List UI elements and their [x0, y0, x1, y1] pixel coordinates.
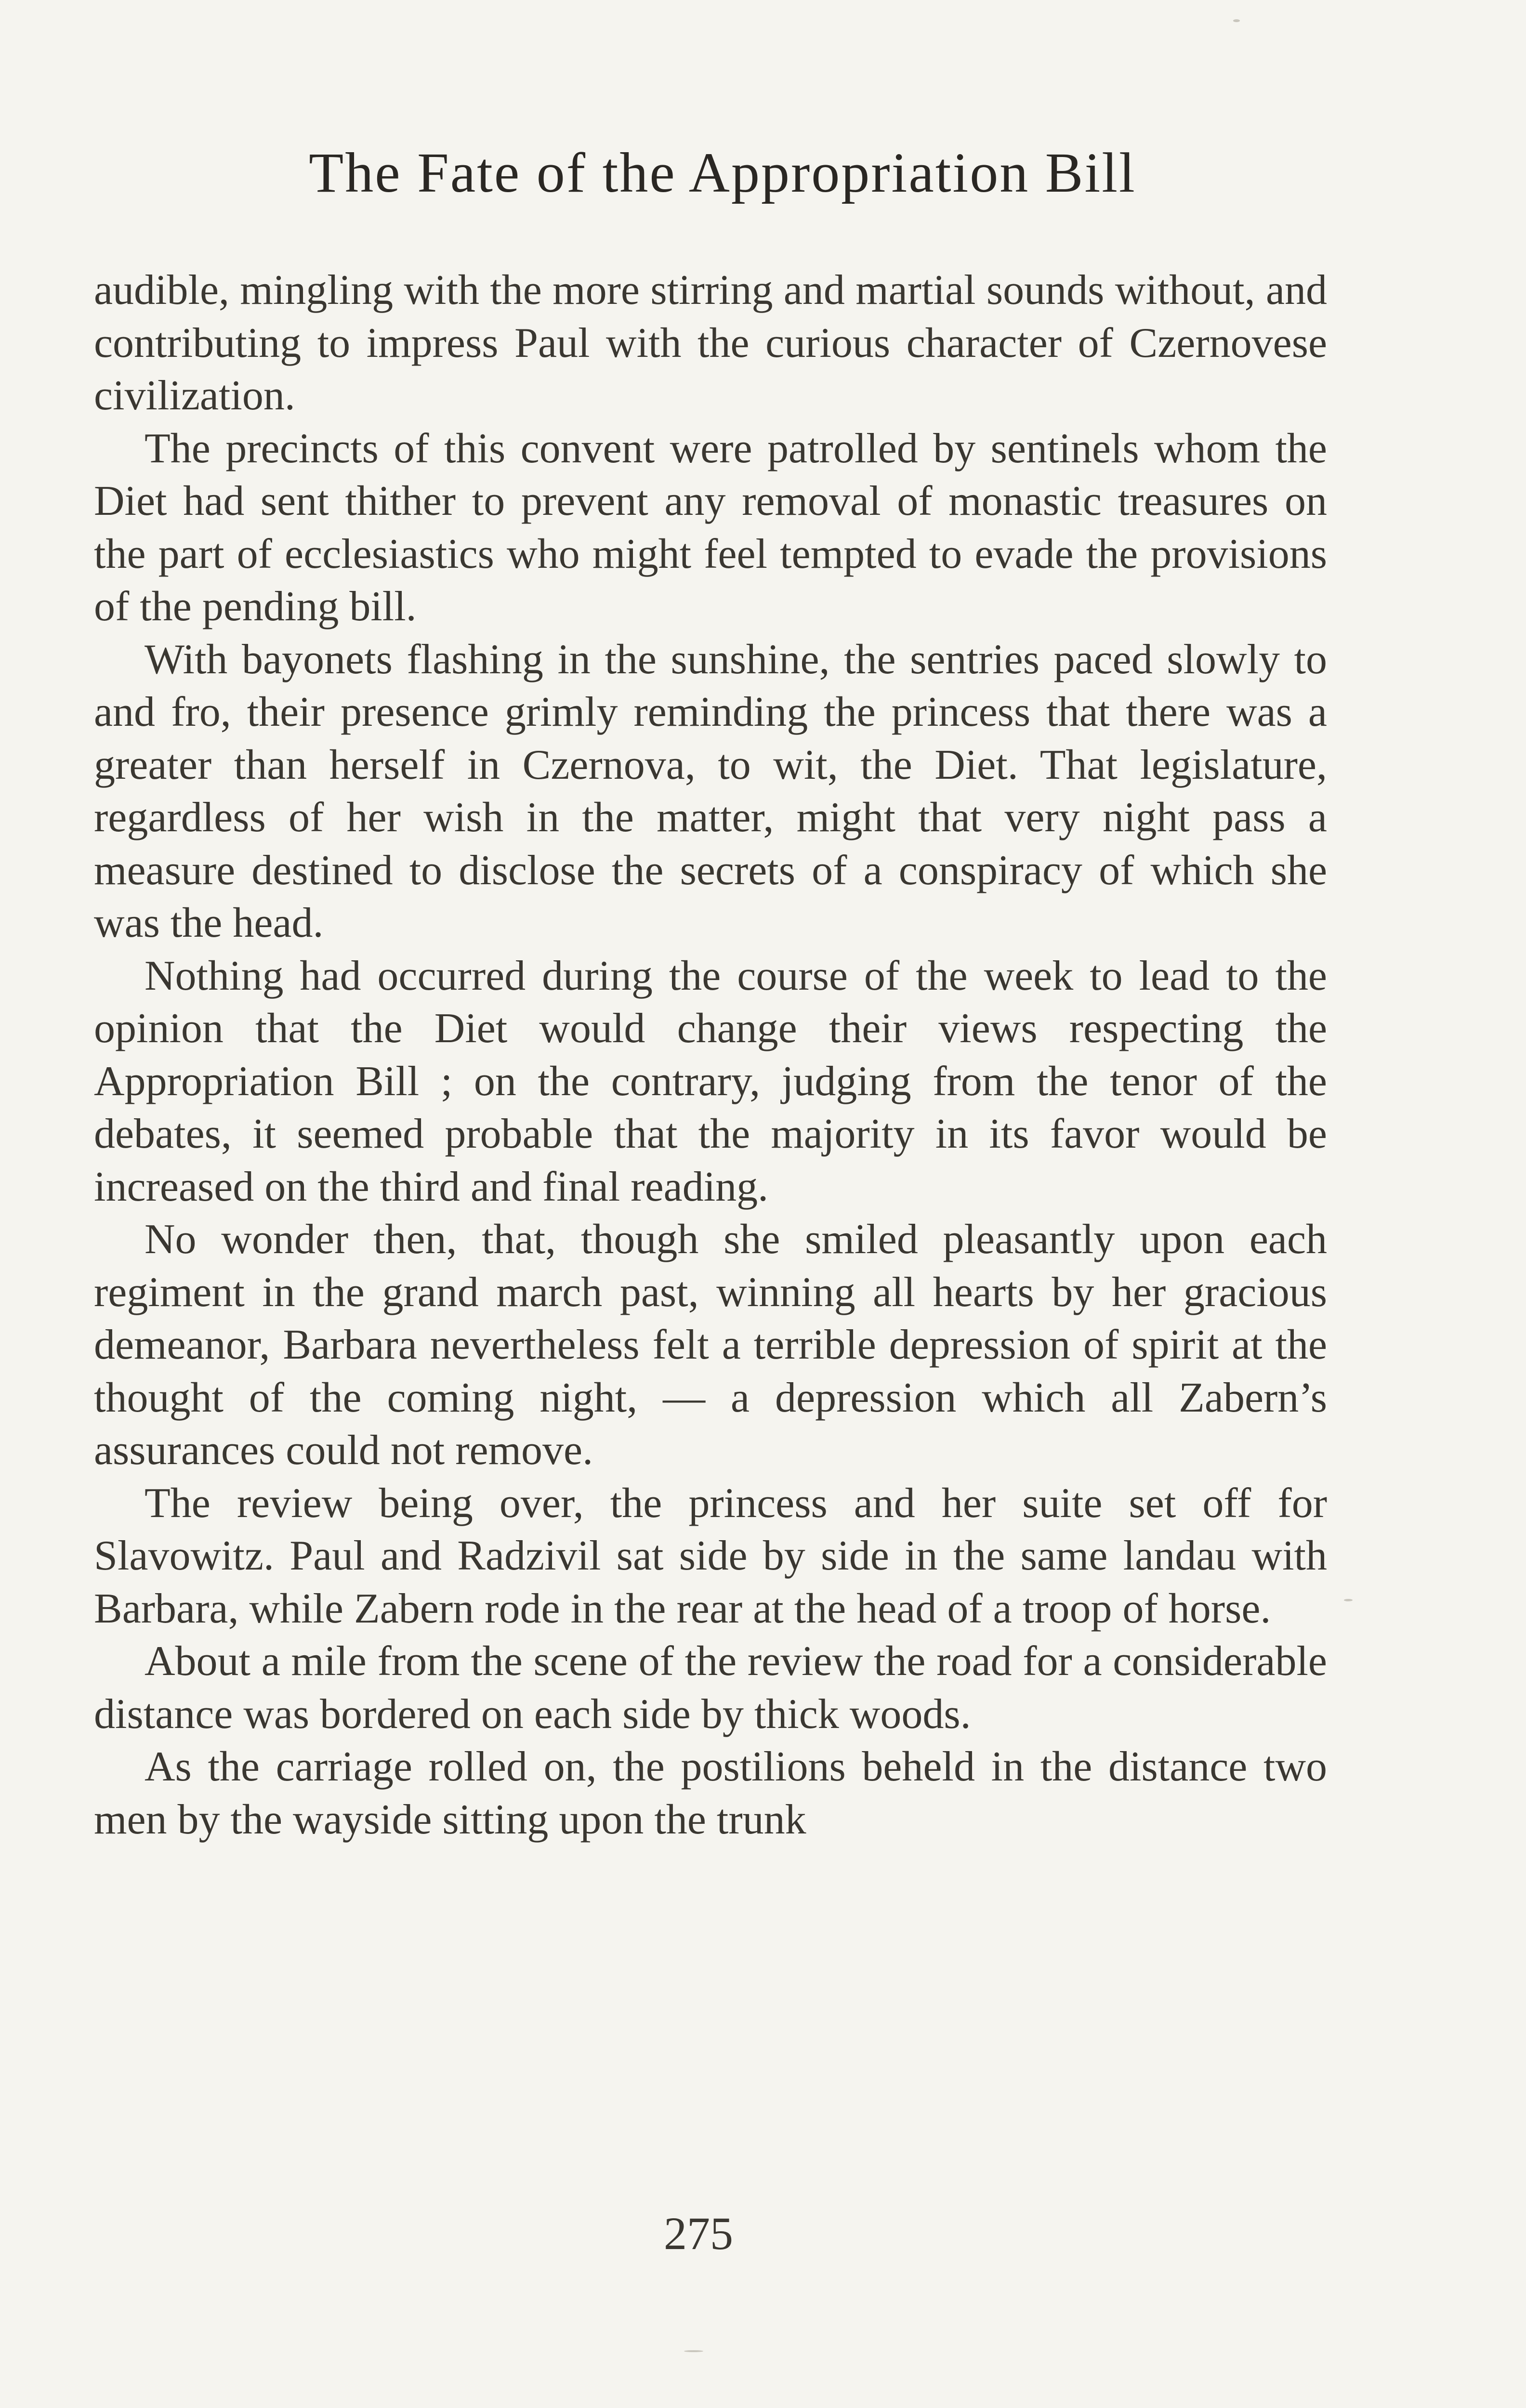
paragraph: The review being over, the princess and her suite set off for Slavowitz. Paul and Radzivil sat side by side in the same landau with Barbara, while Zabern rode in the rear at the head of a troop of horse. [94, 1479, 1327, 1632]
page-number: 275 [664, 2208, 733, 2259]
paper-speck [1344, 1599, 1353, 1601]
paragraph: audible, mingling with the more stirring and martial sounds without, and contributing to impress Paul with the curious character of Czernovese civilization. [94, 267, 1327, 419]
paper-speck [684, 2350, 703, 2352]
paragraph: With bayonets flashing in the sunshine, the sentries paced slowly to and fro, their presence grimly reminding the princess that there was a greater than herself in Czernova, to wit, the Diet. That legislature, regardless of her wish in the matter, might that very night pass a measure destined to disclose the secrets of a conspiracy of which she was the head. [94, 636, 1327, 946]
paragraph: As the carriage rolled on, the postilions beheld in the distance two men by the wayside sitting upon the trunk [94, 1743, 1327, 1843]
body-text [94, 264, 1327, 1846]
paragraph: The precincts of this convent were patrolled by sentinels whom the Diet had sent thither to prevent any removal of monastic treasures on the part of ecclesiastics who might feel tempted to evade the provisions of the pending bill. [94, 425, 1327, 630]
paragraph: No wonder then, that, though she smiled pleasantly upon each regiment in the grand march past, winning all hearts by her gracious demeanor, Barbara nevertheless felt a terrible depression of spirit at the thought of the coming night, — a depression which all Zabern’s assurances could not remove. [94, 1216, 1327, 1474]
paper-speck [1233, 19, 1240, 22]
running-head: The Fate of the Appropriation Bill [309, 141, 1136, 204]
paragraph: Nothing had occurred during the course of the week to lead to the opinion that the Diet would change their views respecting the Appropriation Bill ; on the contrary, judging from the tenor of the debates, it seemed probable that the majority in its favor would be increased on the third and final reading. [94, 952, 1327, 1210]
paragraph: About a mile from the scene of the review the road for a considerable distance was bordered on each side by thick woods. [94, 1638, 1327, 1738]
